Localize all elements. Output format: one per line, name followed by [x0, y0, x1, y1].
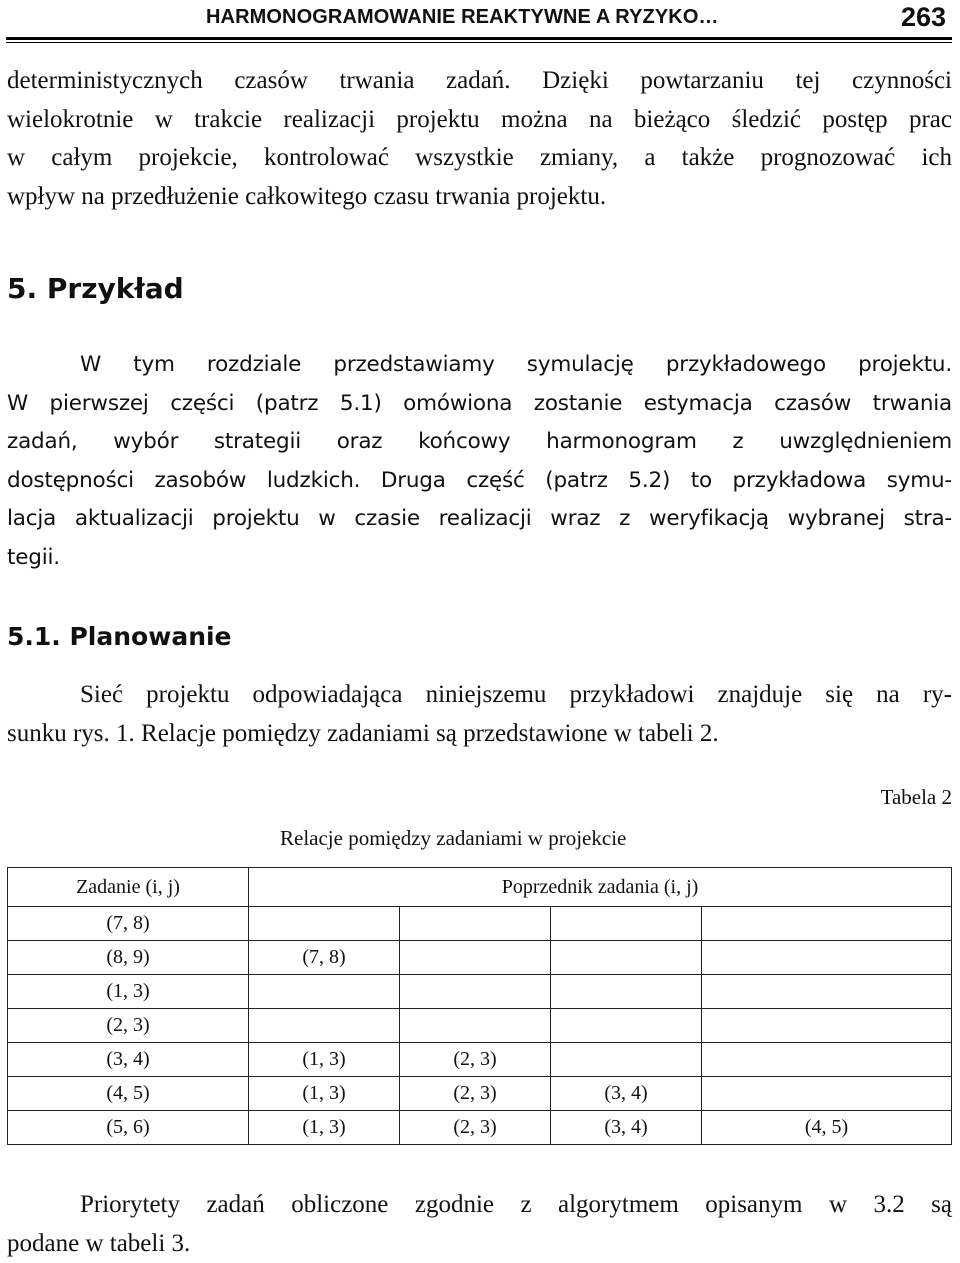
text-line: deterministycznych czasów trwania zadań. Dzięki powtarzaniu tej czynności	[7, 67, 952, 94]
task-cell: (8, 9)	[8, 941, 249, 975]
predecessor-cell	[400, 941, 551, 975]
predecessor-cell: (3, 4)	[551, 1111, 702, 1145]
intro-paragraph	[7, 62, 952, 216]
table-header-row	[8, 868, 952, 907]
table-row	[8, 1009, 952, 1043]
section-heading-5: 5. Przykład	[7, 272, 184, 305]
task-cell: (7, 8)	[8, 907, 249, 941]
predecessor-cell	[702, 1009, 952, 1043]
text-line: w całym projekcie, kontrolować wszystkie zmiany, a także prognozować ich	[7, 144, 952, 171]
text-line: sunku rys. 1. Relacje pomiędzy zadaniami są przedstawione w tabeli 2.	[7, 719, 719, 747]
text-line: wielokrotnie w trakcie realizacji projektu można na bieżąco śledzić postęp prac	[7, 105, 952, 133]
text-line: zadań, wybór strategii oraz końcowy harmonogram z uwzględnieniem	[7, 429, 952, 454]
predecessor-cell	[702, 1077, 952, 1111]
table-label: Tabela 2	[880, 785, 952, 809]
predecessor-cell: (2, 3)	[400, 1077, 551, 1111]
predecessor-cell	[551, 1009, 702, 1043]
predecessor-cell: (3, 4)	[551, 1077, 702, 1111]
table-row	[8, 907, 952, 941]
task-cell: (1, 3)	[8, 975, 249, 1009]
text-line: W tym rozdziale przedstawiamy symulację przykładowego projektu.	[80, 352, 952, 377]
table-row	[8, 1043, 952, 1077]
predecessor-cell: (7, 8)	[249, 941, 400, 975]
predecessor-cell: (4, 5)	[702, 1111, 952, 1145]
text-line: lacja aktualizacji projektu w czasie realizacji wraz z weryfikacją wybranej stra-	[7, 506, 952, 531]
text-line: dostępności zasobów ludzkich. Druga część (patrz 5.2) to przykładowa symu-	[7, 467, 952, 493]
table-row	[8, 1077, 952, 1111]
task-cell: (5, 6)	[8, 1111, 249, 1145]
predecessor-cell	[702, 975, 952, 1009]
predecessor-cell	[400, 1009, 551, 1043]
header-predecessor-label: Poprzednik zadania (i, j)	[501, 875, 699, 898]
running-header	[6, 0, 952, 34]
table-row	[8, 1111, 952, 1145]
predecessor-cell: (2, 3)	[400, 1043, 551, 1077]
predecessor-cell	[400, 975, 551, 1009]
predecessor-cell	[400, 907, 551, 941]
predecessor-cell	[551, 975, 702, 1009]
section5-paragraph	[7, 346, 952, 577]
predecessor-cell	[702, 1043, 952, 1077]
text-line: W pierwszej części (patrz 5.1) omówiona zostanie estymacja czasów trwania	[7, 390, 952, 416]
predecessor-cell: (2, 3)	[400, 1111, 551, 1145]
task-cell: (3, 4)	[8, 1043, 249, 1077]
header-rule-thick	[6, 37, 952, 40]
predecessor-cell: (1, 3)	[249, 1043, 400, 1077]
predecessor-cell	[551, 907, 702, 941]
text-line: Sieć projektu odpowiadająca niniejszemu przykładowi znajduje się na ry-	[80, 681, 952, 708]
text-line: Priorytety zadań obliczone zgodnie z algorytmem opisanym w 3.2 są	[80, 1191, 952, 1218]
relations-table	[7, 867, 952, 1145]
predecessor-cell	[249, 1009, 400, 1043]
header-task-label: Zadanie (i, j)	[76, 875, 180, 898]
page-number: 263	[900, 2, 946, 32]
predecessor-cell: (1, 3)	[249, 1111, 400, 1145]
table-row	[8, 941, 952, 975]
predecessor-cell	[551, 941, 702, 975]
header-rule-thin	[6, 42, 952, 43]
predecessor-cell	[249, 975, 400, 1009]
task-cell: (2, 3)	[8, 1009, 249, 1043]
predecessor-cell: (1, 3)	[249, 1077, 400, 1111]
predecessor-cell	[702, 907, 952, 941]
header-predecessor	[249, 868, 952, 907]
predecessor-cell	[551, 1043, 702, 1077]
text-line: podane w tabeli 3.	[7, 1229, 191, 1257]
table-row	[8, 975, 952, 1009]
header-task	[8, 868, 249, 907]
predecessor-cell	[249, 907, 400, 941]
text-line: tegii.	[7, 544, 60, 570]
footer-paragraph	[7, 1186, 952, 1263]
section51-paragraph	[7, 676, 952, 753]
section-heading-5-1: 5.1. Planowanie	[7, 622, 232, 651]
task-cell: (4, 5)	[8, 1077, 249, 1111]
table-caption: Relacje pomiędzy zadaniami w projekcie	[280, 826, 627, 850]
text-line: wpływ na przedłużenie całkowitego czasu trwania projektu.	[7, 182, 607, 210]
running-title: HARMONOGRAMOWANIE REAKTYWNE A RYZYKO…	[206, 6, 719, 28]
predecessor-cell	[702, 941, 952, 975]
